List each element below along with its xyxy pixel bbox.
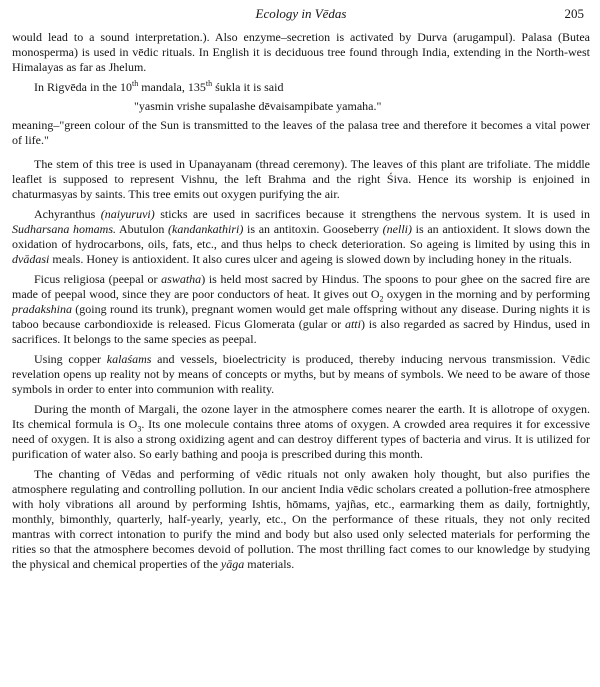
paragraph-stem: The stem of this tree is used in Upanayanam (thread ceremony). The leaves of this plant are trifoliate. The middle leaflet is supposed to represent Vishnu, the left Brahma and the right Śiva. Hence its worship is enjoined in chaturmasyas by saints. This tree emits out oxygen purifying the air. — [12, 157, 590, 201]
rigveda-reference: In Rigvēda in the 10th mandala, 135th śukla it is said — [34, 79, 284, 94]
running-title: Ecology in Vēdas — [255, 6, 347, 21]
paragraph-margali: During the month of Margali, the ozone layer in the atmosphere comes nearer the earth. It is allotrope of oxygen. Its chemical formula is $O_3$. Its one molecule contains three atoms of oxygen. A crowded area requires it for excessive need of oxygen. It is also a strong oxidizing agent and can destroy different types of bacteria and virus. It is utilized for purification of water also. So early bathing and pooja is prescribed during this month. — [12, 402, 591, 461]
paragraph-chanting: The chanting of Vēdas and performing of vēdic rituals not only awaken holy thought, but also purifies the atmosphere regulating and controlling pollution. In our ancient India vēdic scholars created a pollution-free atmosphere with holy vibrations all around by performing Ishtis, hōmams, yajñas, etc., earmarking them as daily, fortnightly, monthly, bimonthly, quarterly, half-yearly, yearly, etc., On the performance of these rituals, they not only recited mantras with correct intonation to purify the mind and body but also used only selected materials for performing the rities so that the atmosphere becomes devoid of pollution. The most thrilling fact comes to our knowledge by studying the physical and chemical properties of the yāga materials. — [12, 467, 590, 571]
verse-meaning: meaning–"green colour of the Sun is transmitted to the leaves of the palasa tree and therefore it becomes a vital power of life." — [12, 118, 590, 147]
verse-quote: "yasmin vrishe supalashe dēvaisampibate yamaha." — [134, 99, 382, 113]
paragraph-achyranthus: Achyranthus (naiyuruvi) sticks are used in sacrifices because it strengthens the nervous system. It is used in Sudharsana homams. Abutulon (kandankathiri) is an antitoxin. Gooseberry (nelli) is an antioxident. It slows down the oxidation of hydrocarbons, oils, fats, etc., and thus helps to check deterioration. So ageing is limited by using this in dvādasi meals. Honey is antioxident. It also cures ulcer and ageing is slowed down by including honey in the rituals. — [12, 207, 590, 266]
body-text — [12, 30, 590, 572]
running-header — [12, 6, 590, 24]
paragraph-ficus: Ficus religiosa (peepal or aswatha) is held most sacred by Hindus. The spoons to pour ghee on the sacred fire are made of peepal wood, since they are poor conductors of heat. It gives out $O_2$ oxygen in the morning and by performing pradakshina (going round its trunk), pregnant women would get male offspring without any disease. During nights it is taboo because carbondioxide is released. Ficus Glomerata (gular or atti) is also regarded as sacred by Hindus, used in sacrifices. It belongs to the same species as peepal. — [12, 272, 591, 346]
paragraph-palasa: would lead to a sound interpretation.). Also enzyme–secretion is activated by Durva (arugampul). Palasa (Butea monosperma) is used in vēdic rituals. In English it is deciduous tree found through India, extending in the North-west Himalayas as far as Jhelum. — [12, 30, 590, 74]
paragraph-copper: Using copper kalaśams and vessels, bioelectricity is produced, thereby inducing nervous transmission. Vēdic revelation opens up reality not by means of concepts or myths, but by means of symbols. We need to be aware of those symbols in order to enter into communion with reality. — [12, 352, 590, 396]
page-number: 205 — [564, 6, 584, 21]
